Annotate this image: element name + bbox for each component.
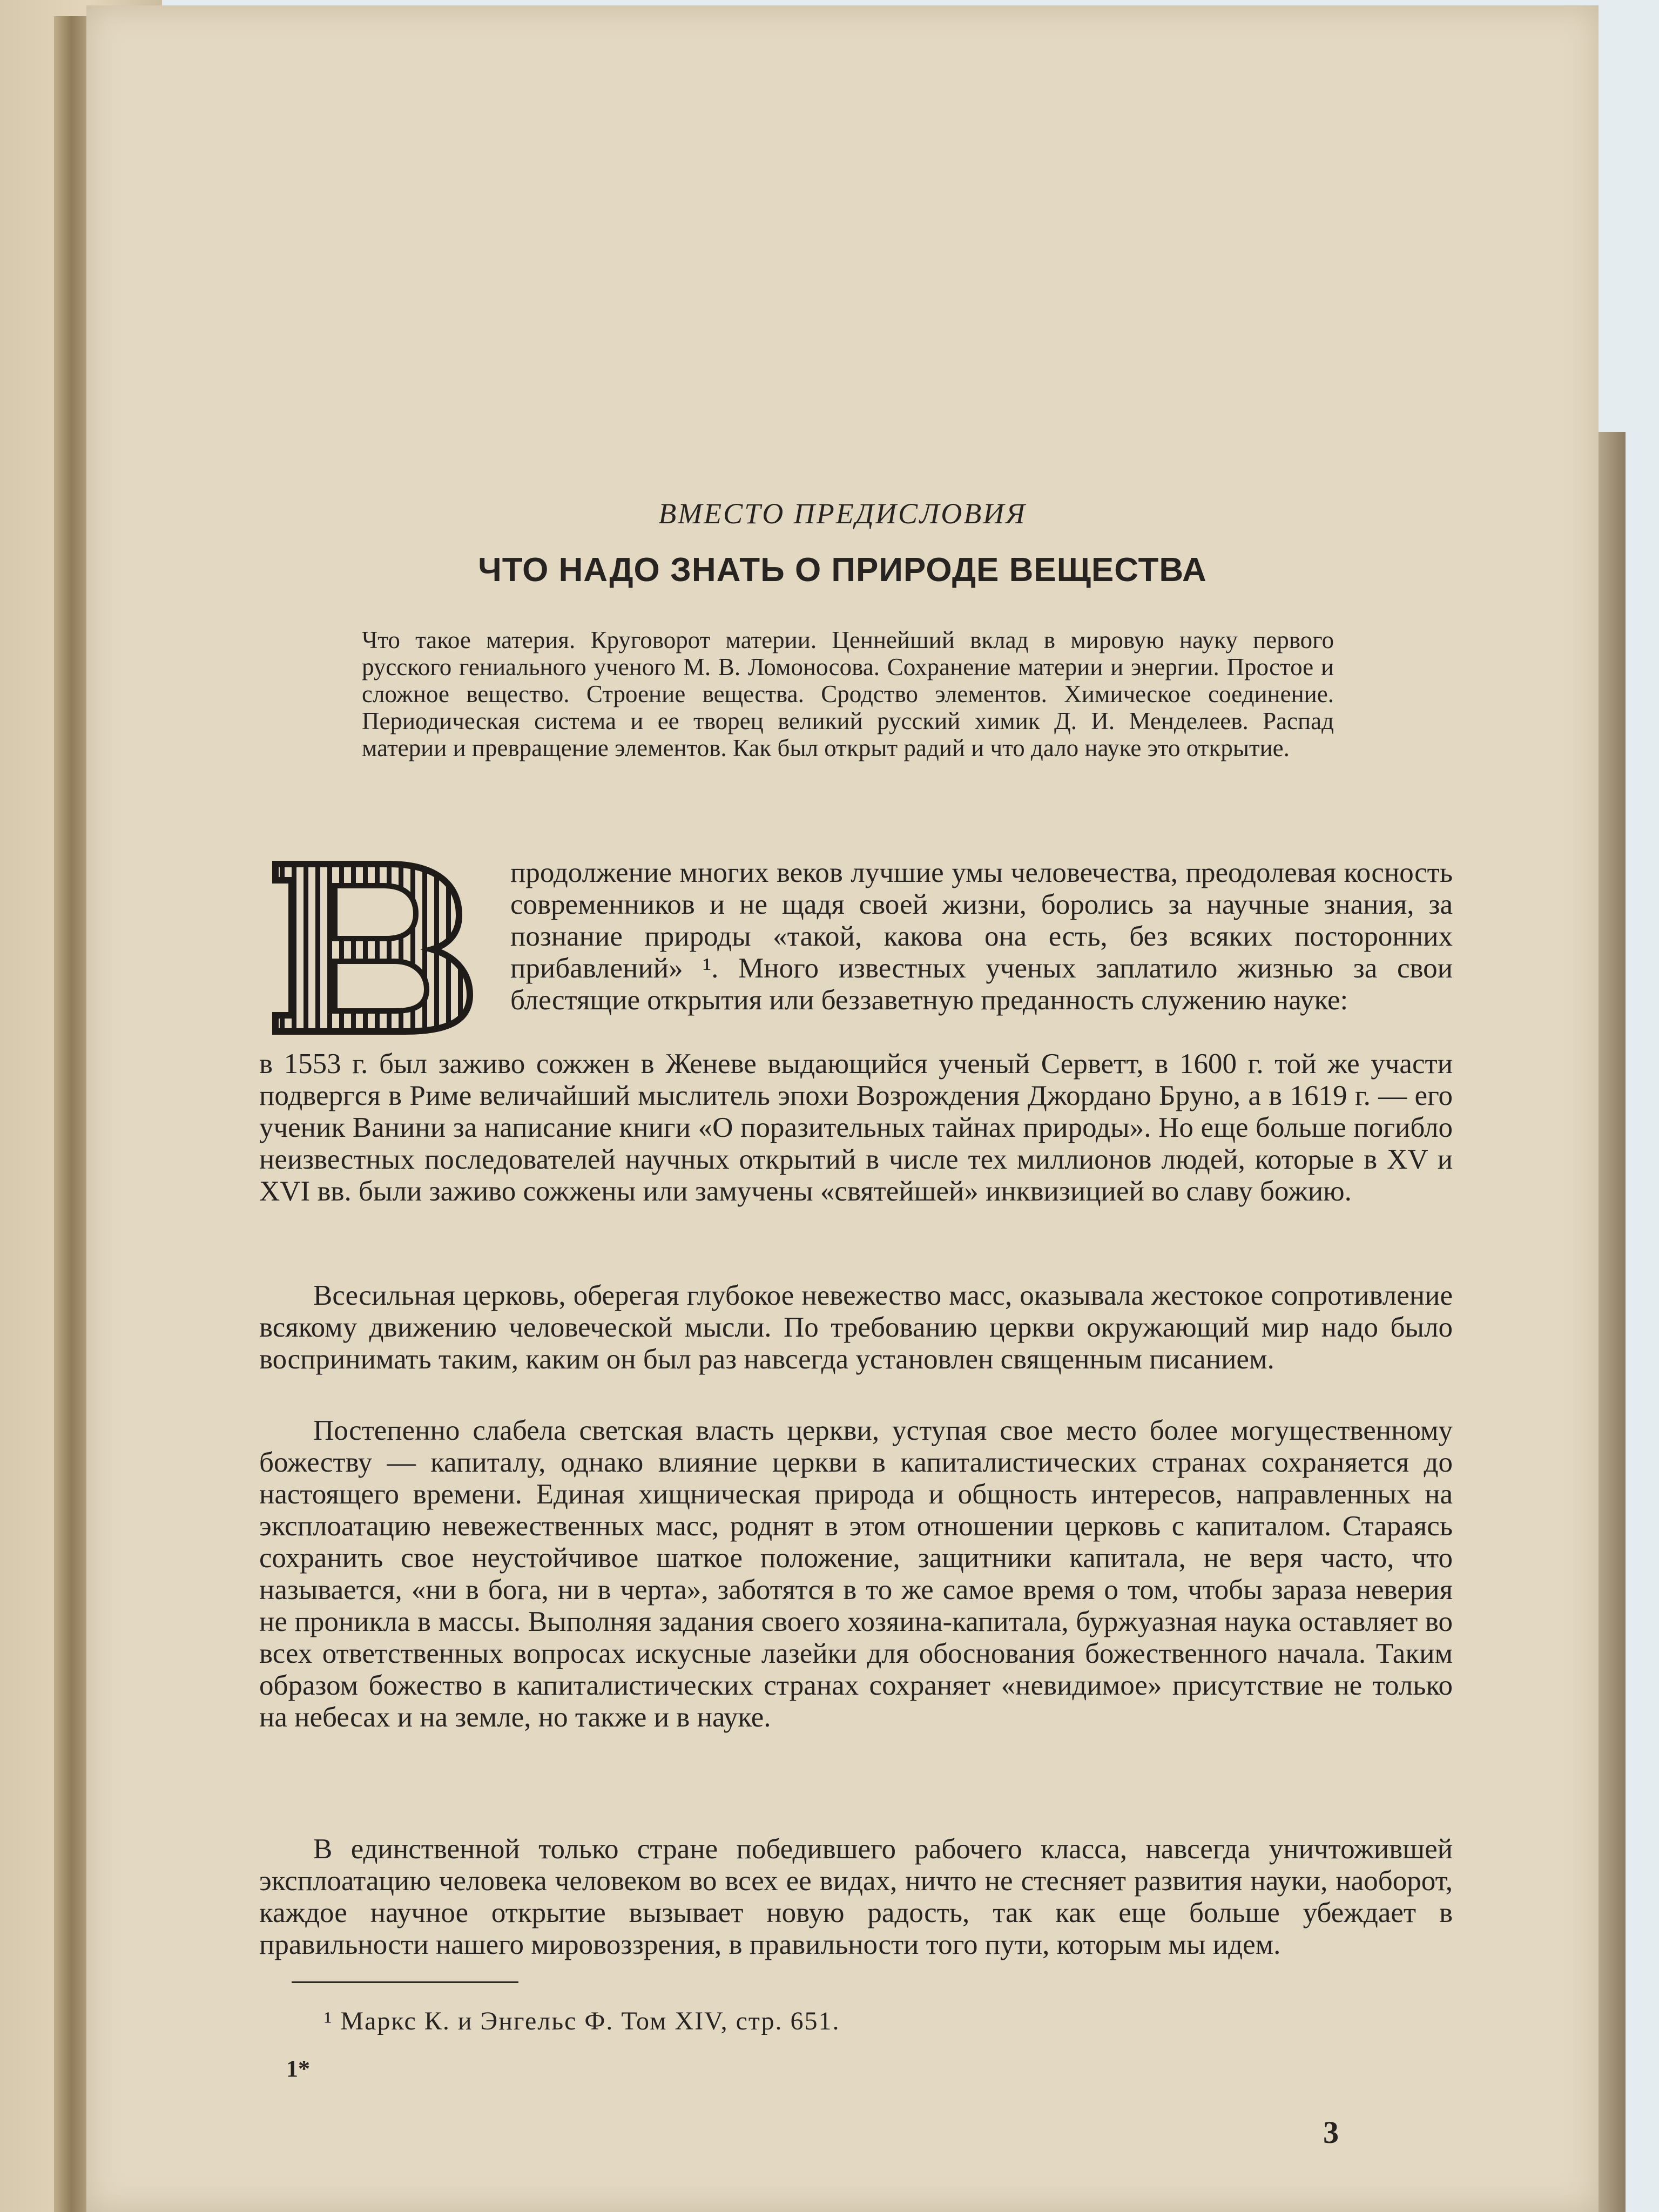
paragraph-2: Всесильная церковь, оберегая глубокое невежество масс, оказывала жестокое сопротивление всякому движению человеческой мысли. По требованию церкви окружающий мир надо было воспринимать таким, каким он был раз навсегда установлен священным писанием. <box>259 1280 1453 1375</box>
paragraph-1-continued: в 1553 г. был заживо сожжен в Женеве выдающийся ученый Серветт, в 1600 г. той же участи подвергся в Риме величайший мыслитель эпохи Возрождения Джордано Бруно, а в 1619 г. — его ученик Ванини за написание книги «О поразительных тайнах природы». Но еще больше погибло неизвестных последователей научных открытий в числе тех миллионов людей, которые в XV и XVI вв. были заживо сожжены или замучены «святейшей» инквизицией во славу божию. <box>259 1048 1453 1207</box>
drop-cap-initial <box>254 853 497 1037</box>
paragraph-4: В единственной только стране победившего рабочего класса, навсегда уничтожившей эксплоатацию человека человеком во всех ее видах, ничто не стесняет развития науки, наоборот, каждое научное открытие вызывает новую радость, так как еще больше убеждает в правильности нашего мировоззрения, в правильности того пути, которым мы идем. <box>259 1833 1453 1960</box>
book-page <box>86 5 1599 2212</box>
footnote: ¹ Маркс К. и Энгельс Ф. Том XIV, стр. 651. <box>324 2007 840 2035</box>
chapter-summary: Что такое материя. Круговорот материи. Ценнейший вклад в мировую науку первого русского гениального ученого М. В. Ломоносова. Сохранение материи и энергии. Простое и сложное вещество. Строение вещества. Сродство элементов. Химическое соединение. Периодическая система и ее творец великий русский химик Д. И. Менделеев. Распад материи и превращение элементов. Как был открыт радий и что дало науке это открытие. <box>362 626 1334 761</box>
section-subtitle: ВМЕСТО ПРЕДИСЛОВИЯ <box>658 497 1027 530</box>
paragraph-1-opening: продолжение многих веков лучшие умы человечества, преодолевая косность современников и не щадя своей жизни, боролись за научные знания, за познание природы «такой, какова она есть, без всяких посторонних прибавлений» ¹. Много известных ученых заплатило жизнью за свои блестящие открытия или беззаветную преданность служению науке: <box>510 857 1453 1016</box>
page-number: 3 <box>1323 2115 1339 2150</box>
printer-signature-mark: 1* <box>286 2055 310 2082</box>
paragraph-3: Постепенно слабела светская власть церкви, уступая свое место более могущественному божеству — капиталу, однако влияние церкви в капиталистических странах сохраняется до настоящего времени. Единая хищническая природа и общность интересов, направленных на эксплоатацию невежественных масс, роднят в этом отношении церковь с капиталом. Стараясь сохранить свое неустойчивое шаткое положение, защитники капитала, не веря часто, что называется, «ни в бога, ни в черта», заботятся в то же самое время о том, чтобы зараза неверия не проникла в массы. Выполняя задания своего хозяина-капитала, буржуазная наука оставляет во всех ответственных вопросах искусные лазейки для обоснования божественного начала. Таким образом божество в капиталистических странах сохраняет «невидимое» присутствие не только на небесах и на земле, но также и в науке. <box>259 1415 1453 1733</box>
chapter-title: ЧТО НАДО ЗНАТЬ О ПРИРОДЕ ВЕЩЕСТВА <box>478 551 1207 589</box>
footnote-rule <box>292 1981 518 1983</box>
